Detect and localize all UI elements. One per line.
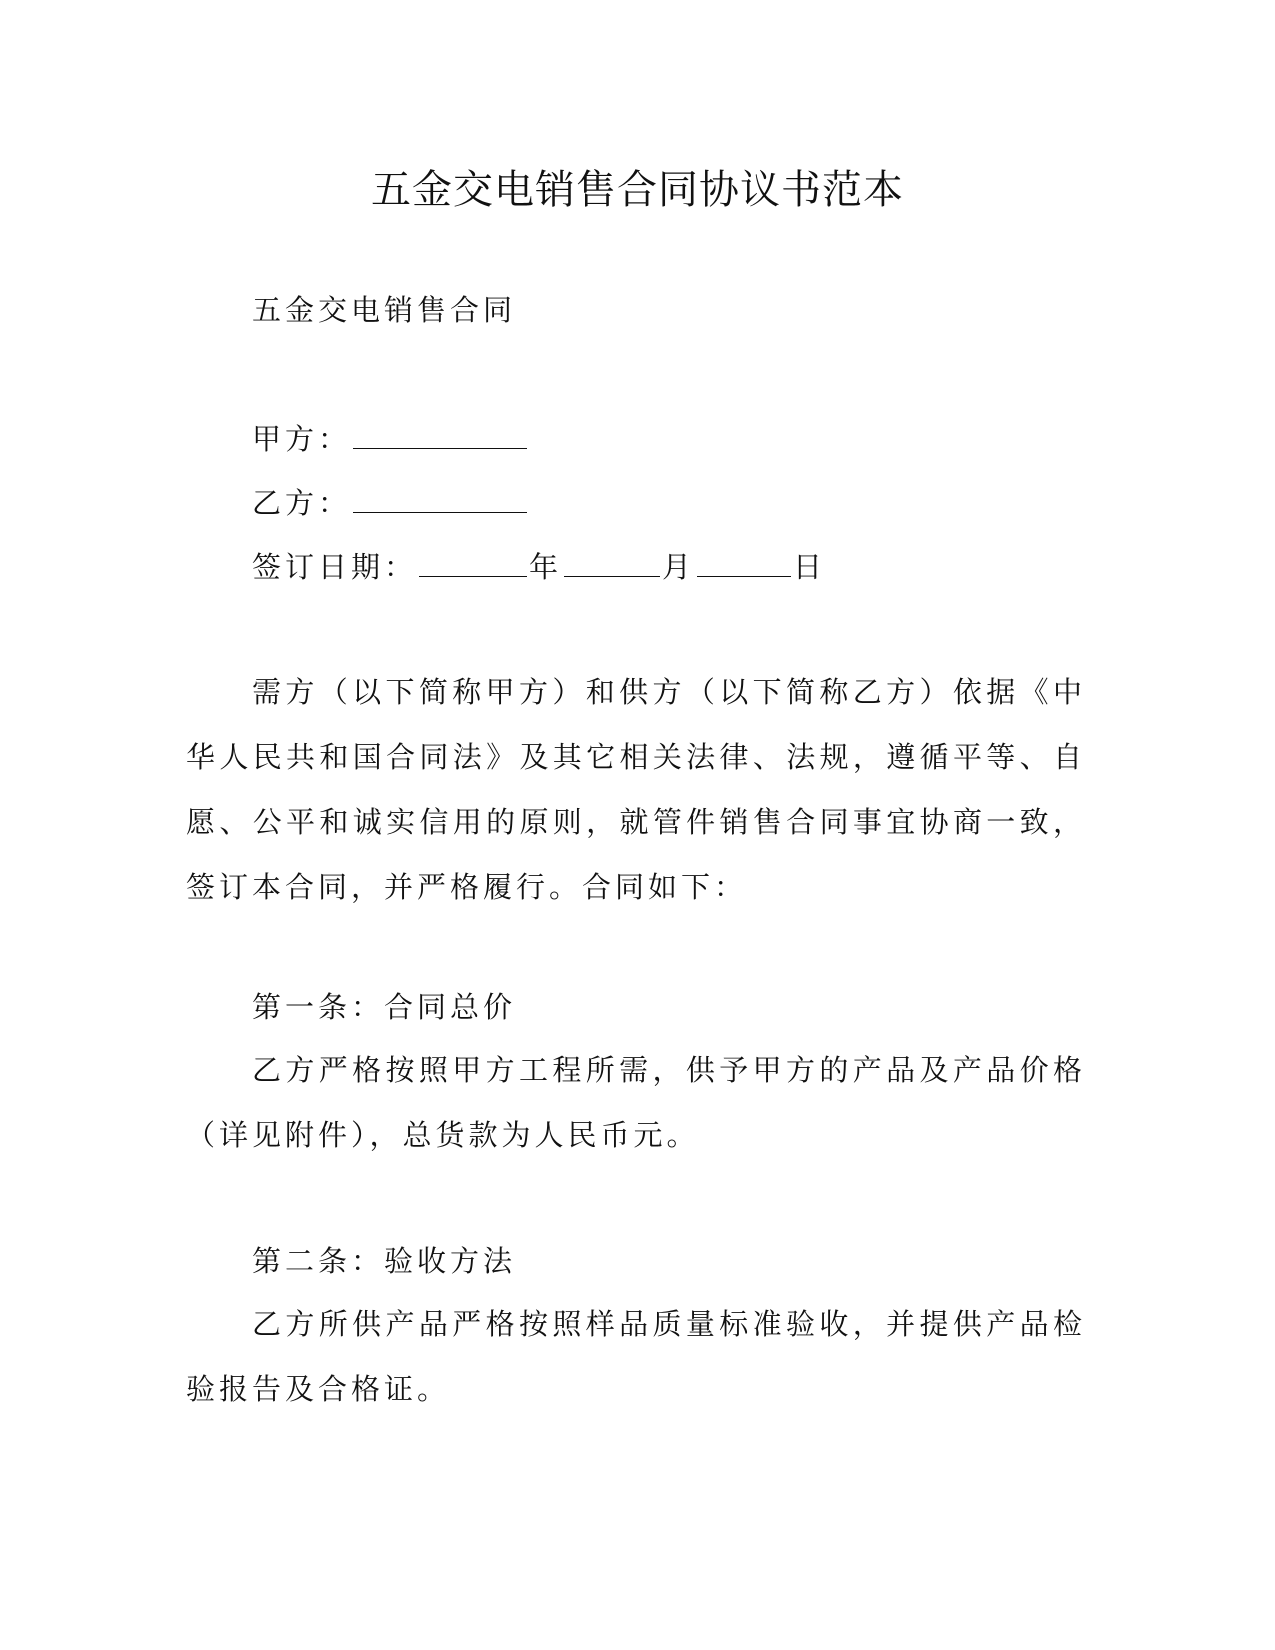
document-title: 五金交电销售合同协议书范本 xyxy=(371,167,904,213)
party-a-blank xyxy=(353,418,527,449)
day-blank xyxy=(697,546,791,577)
party-b-blank xyxy=(353,482,527,513)
preamble-paragraph: 需方（以下简称甲方）和供方（以下简称乙方）依据《中华人民共和国合同法》及其它相关法律、法规，遵循平等、自愿、公平和诚实信用的原则，就管件销售合同事宜协商一致，签订本合同，并严格履行。合同如下： xyxy=(186,675,1086,904)
party-a-label: 甲方： xyxy=(252,422,352,456)
article2-heading: 第二条：验收方法 xyxy=(252,1244,517,1278)
day-label: 日 xyxy=(793,550,827,584)
sign-date-label: 签订日期： xyxy=(252,550,418,584)
article1-body: 乙方严格按照甲方工程所需，供予甲方的产品及产品价格（详见附件），总货款为人民币元。 xyxy=(186,1053,1086,1152)
month-blank xyxy=(564,546,660,577)
year-label: 年 xyxy=(529,550,563,584)
party-b-label: 乙方： xyxy=(252,486,352,520)
party-b-row xyxy=(252,481,1152,525)
year-blank xyxy=(419,546,527,577)
contract-subtitle: 五金交电销售合同 xyxy=(252,293,517,327)
month-label: 月 xyxy=(662,550,696,584)
article1-heading: 第一条：合同总价 xyxy=(252,990,517,1024)
party-a-row xyxy=(252,417,1152,461)
article2-body: 乙方所供产品严格按照样品质量标准验收，并提供产品检验报告及合格证。 xyxy=(186,1307,1086,1406)
sign-date-row xyxy=(252,545,1152,589)
